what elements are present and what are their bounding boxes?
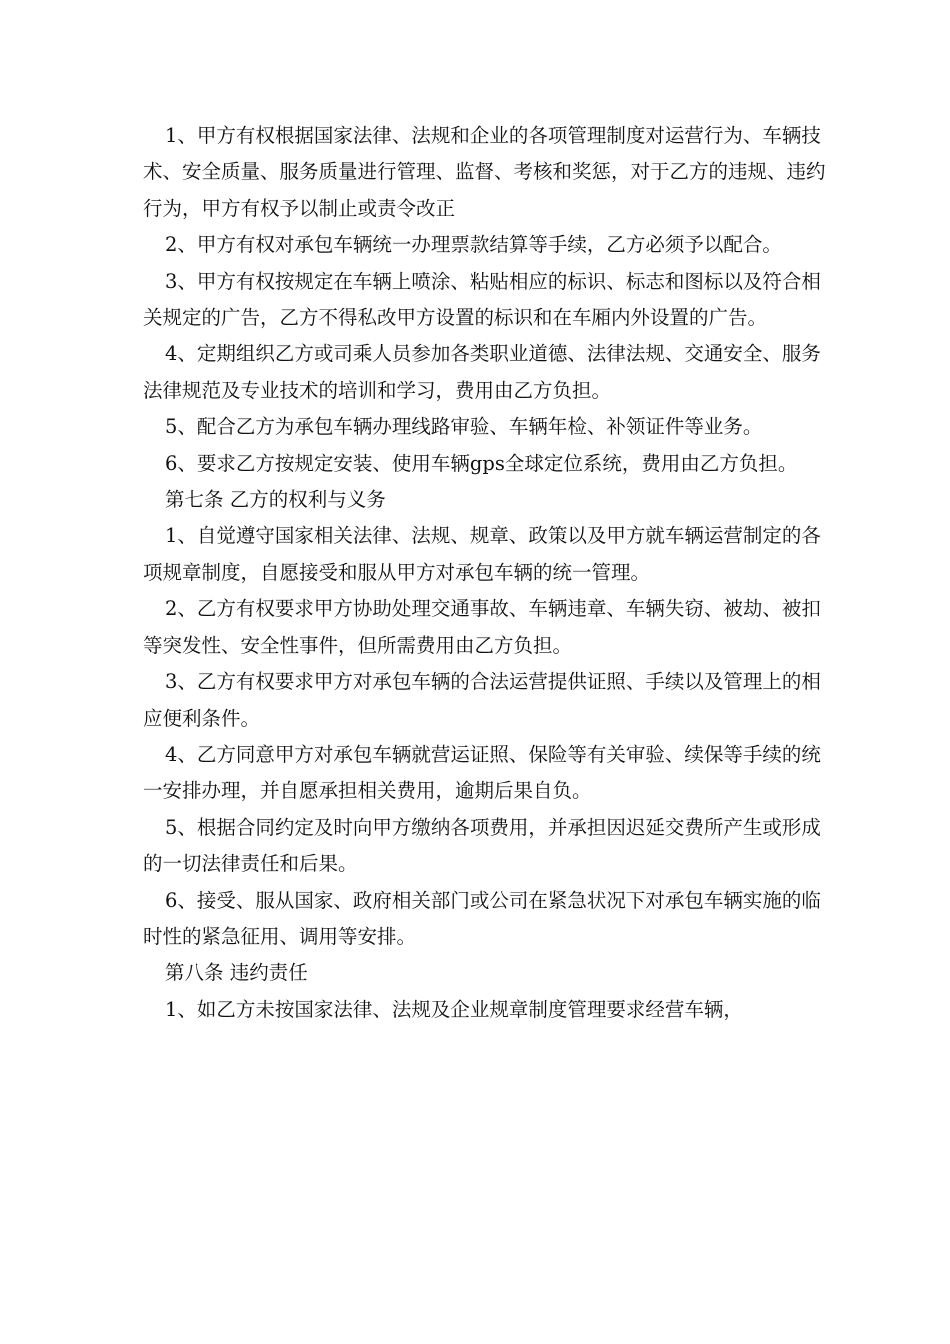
paragraph-clause-7-3: 3、乙方有权要求甲方对承包车辆的合法运营提供证照、手续以及管理上的相应便利条件。 bbox=[143, 670, 821, 730]
paragraph-clause-7-5: 5、根据合同约定及时向甲方缴纳各项费用，并承担因迟延交费所产生或形成的一切法律责任和后果。 bbox=[143, 815, 821, 876]
paragraph-clause-6-1: 1、甲方有权根据国家法律、法规和企业的各项管理制度对运营行为、车辆技术、安全质量、服务质量进行管理、监督、考核和奖惩，对于乙方的违规、违约行为，甲方有权予以制止或责令改正 bbox=[143, 124, 826, 220]
paragraph-clause-6-4: 4、定期组织乙方或司乘人员参加各类职业道德、法律法规、交通安全、服务法律规范及专业技术的培训和学习，费用由乙方负担。 bbox=[143, 342, 821, 402]
section-heading-article-8: 第八条 违约责任 bbox=[165, 961, 308, 985]
paragraph-clause-6-5: 5、配合乙方为承包车辆办理线路审验、车辆年检、补领证件等业务。 bbox=[165, 415, 763, 439]
paragraph-clause-6-2: 2、甲方有权对承包车辆统一办理票款结算等手续，乙方必须予以配合。 bbox=[165, 233, 782, 257]
paragraph-clause-8-1: 1、如乙方未按国家法律、法规及企业规章制度管理要求经营车辆， bbox=[165, 997, 743, 1021]
paragraph-clause-7-2: 2、乙方有权要求甲方协助处理交通事故、车辆违章、车辆失窃、被劫、被扣等突发性、安全性事件，但所需费用由乙方负担。 bbox=[143, 597, 821, 657]
paragraph-clause-7-4: 4、乙方同意甲方对承包车辆就营运证照、保险等有关审验、续保等手续的统一安排办理，并自愿承担相关费用，逾期后果自负。 bbox=[143, 742, 821, 803]
paragraph-clause-7-6: 6、接受、服从国家、政府相关部门或公司在紧急状况下对承包车辆实施的临时性的紧急征用、调用等安排。 bbox=[143, 888, 821, 948]
paragraph-clause-7-1: 1、自觉遵守国家相关法律、法规、规章、政策以及甲方就车辆运营制定的各项规章制度，自愿接受和服从甲方对承包车辆的统一管理。 bbox=[143, 524, 821, 584]
section-heading-article-7: 第七条 乙方的权利与义务 bbox=[165, 488, 386, 512]
paragraph-clause-6-6: 6、要求乙方按规定安装、使用车辆gps全球定位系统，费用由乙方负担。 bbox=[165, 451, 798, 475]
paragraph-clause-6-3: 3、甲方有权按规定在车辆上喷涂、粘贴相应的标识、标志和图标以及符合相关规定的广告，乙方不得私改甲方设置的标识和在车厢内外设置的广告。 bbox=[143, 269, 821, 330]
document-body bbox=[143, 118, 833, 1028]
